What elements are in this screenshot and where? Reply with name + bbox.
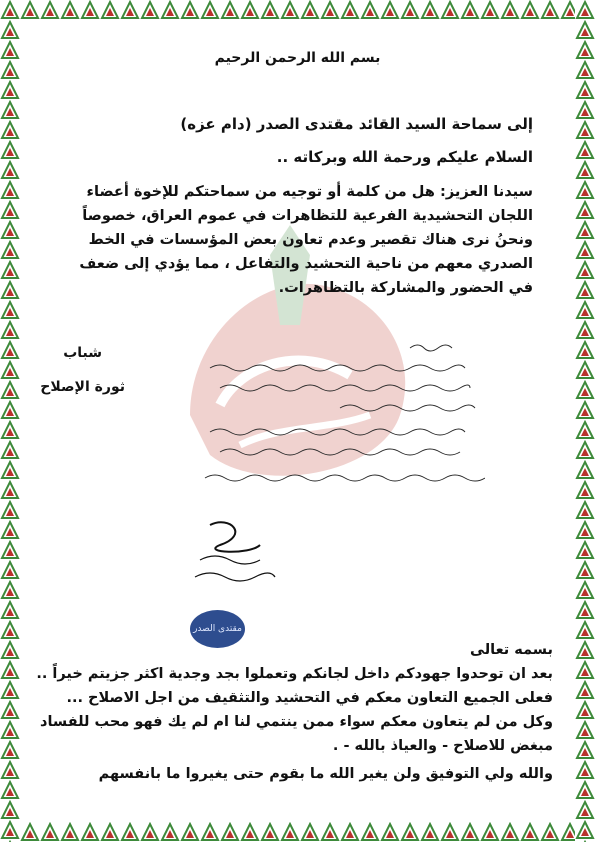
- reply-paragraph-2: وكل من لم يتعاون معكم سواء ممن ينتمي لنا ام لم يك فهو محب للفساد مبغض للاصلاح - والعياذ بالله - .: [40, 714, 553, 754]
- addressee-line: إلى سماحة السيد القائد مقتدى الصدر (دام عزه): [180, 115, 533, 133]
- reply-opening: بسمه تعالى: [470, 642, 553, 658]
- signatory-line-1: شباب: [63, 345, 103, 361]
- border-right: [575, 0, 595, 842]
- basmala-heading: بسم الله الرحمن الرحيم: [214, 50, 381, 66]
- reply-paragraph-1: بعد ان توحدوا جهودكم داخل لجانكم وتعملوا بجد وجدية اكثر جزيتم خيراً .. فعلى الجميع التعاون معكم في التحشيد والتثقيف من اجل الاصلاح ...: [36, 666, 553, 706]
- greeting-line: السلام عليكم ورحمة الله وبركاته ..: [276, 148, 533, 166]
- reply-paragraph-3: والله ولي التوفيق ولن يغير الله ما بقوم حتى يغيروا ما بانفسهم: [98, 766, 553, 782]
- border-left: [0, 0, 20, 842]
- handwritten-reply: [200, 340, 485, 500]
- signatories: [40, 345, 125, 413]
- request-text: هل من كلمة أو توجيه من سماحتكم للإخوة أعضاء اللجان التحشيدية الفرعية للتظاهرات في عموم العراق، خصوصاً ونحنُ نرى هناك تقصير وعدم تعاون بعض المؤسسات في الخط الصدري معهم من ناحية التحشيد والتفاعل ، مما يؤدي إلى ضعف في الحضور والمشاركة بالتظاهرات.: [79, 183, 533, 296]
- border-top: [0, 0, 595, 20]
- request-label: سيدنا العزيز:: [440, 183, 533, 200]
- typed-reply: [33, 638, 553, 786]
- signatory-line-2: ثورة الإصلاح: [40, 379, 125, 395]
- border-bottom: [0, 822, 595, 842]
- request-paragraph: [63, 180, 533, 300]
- official-seal: مقتدى الصدر: [190, 610, 245, 648]
- signature-scrawl: [190, 515, 280, 595]
